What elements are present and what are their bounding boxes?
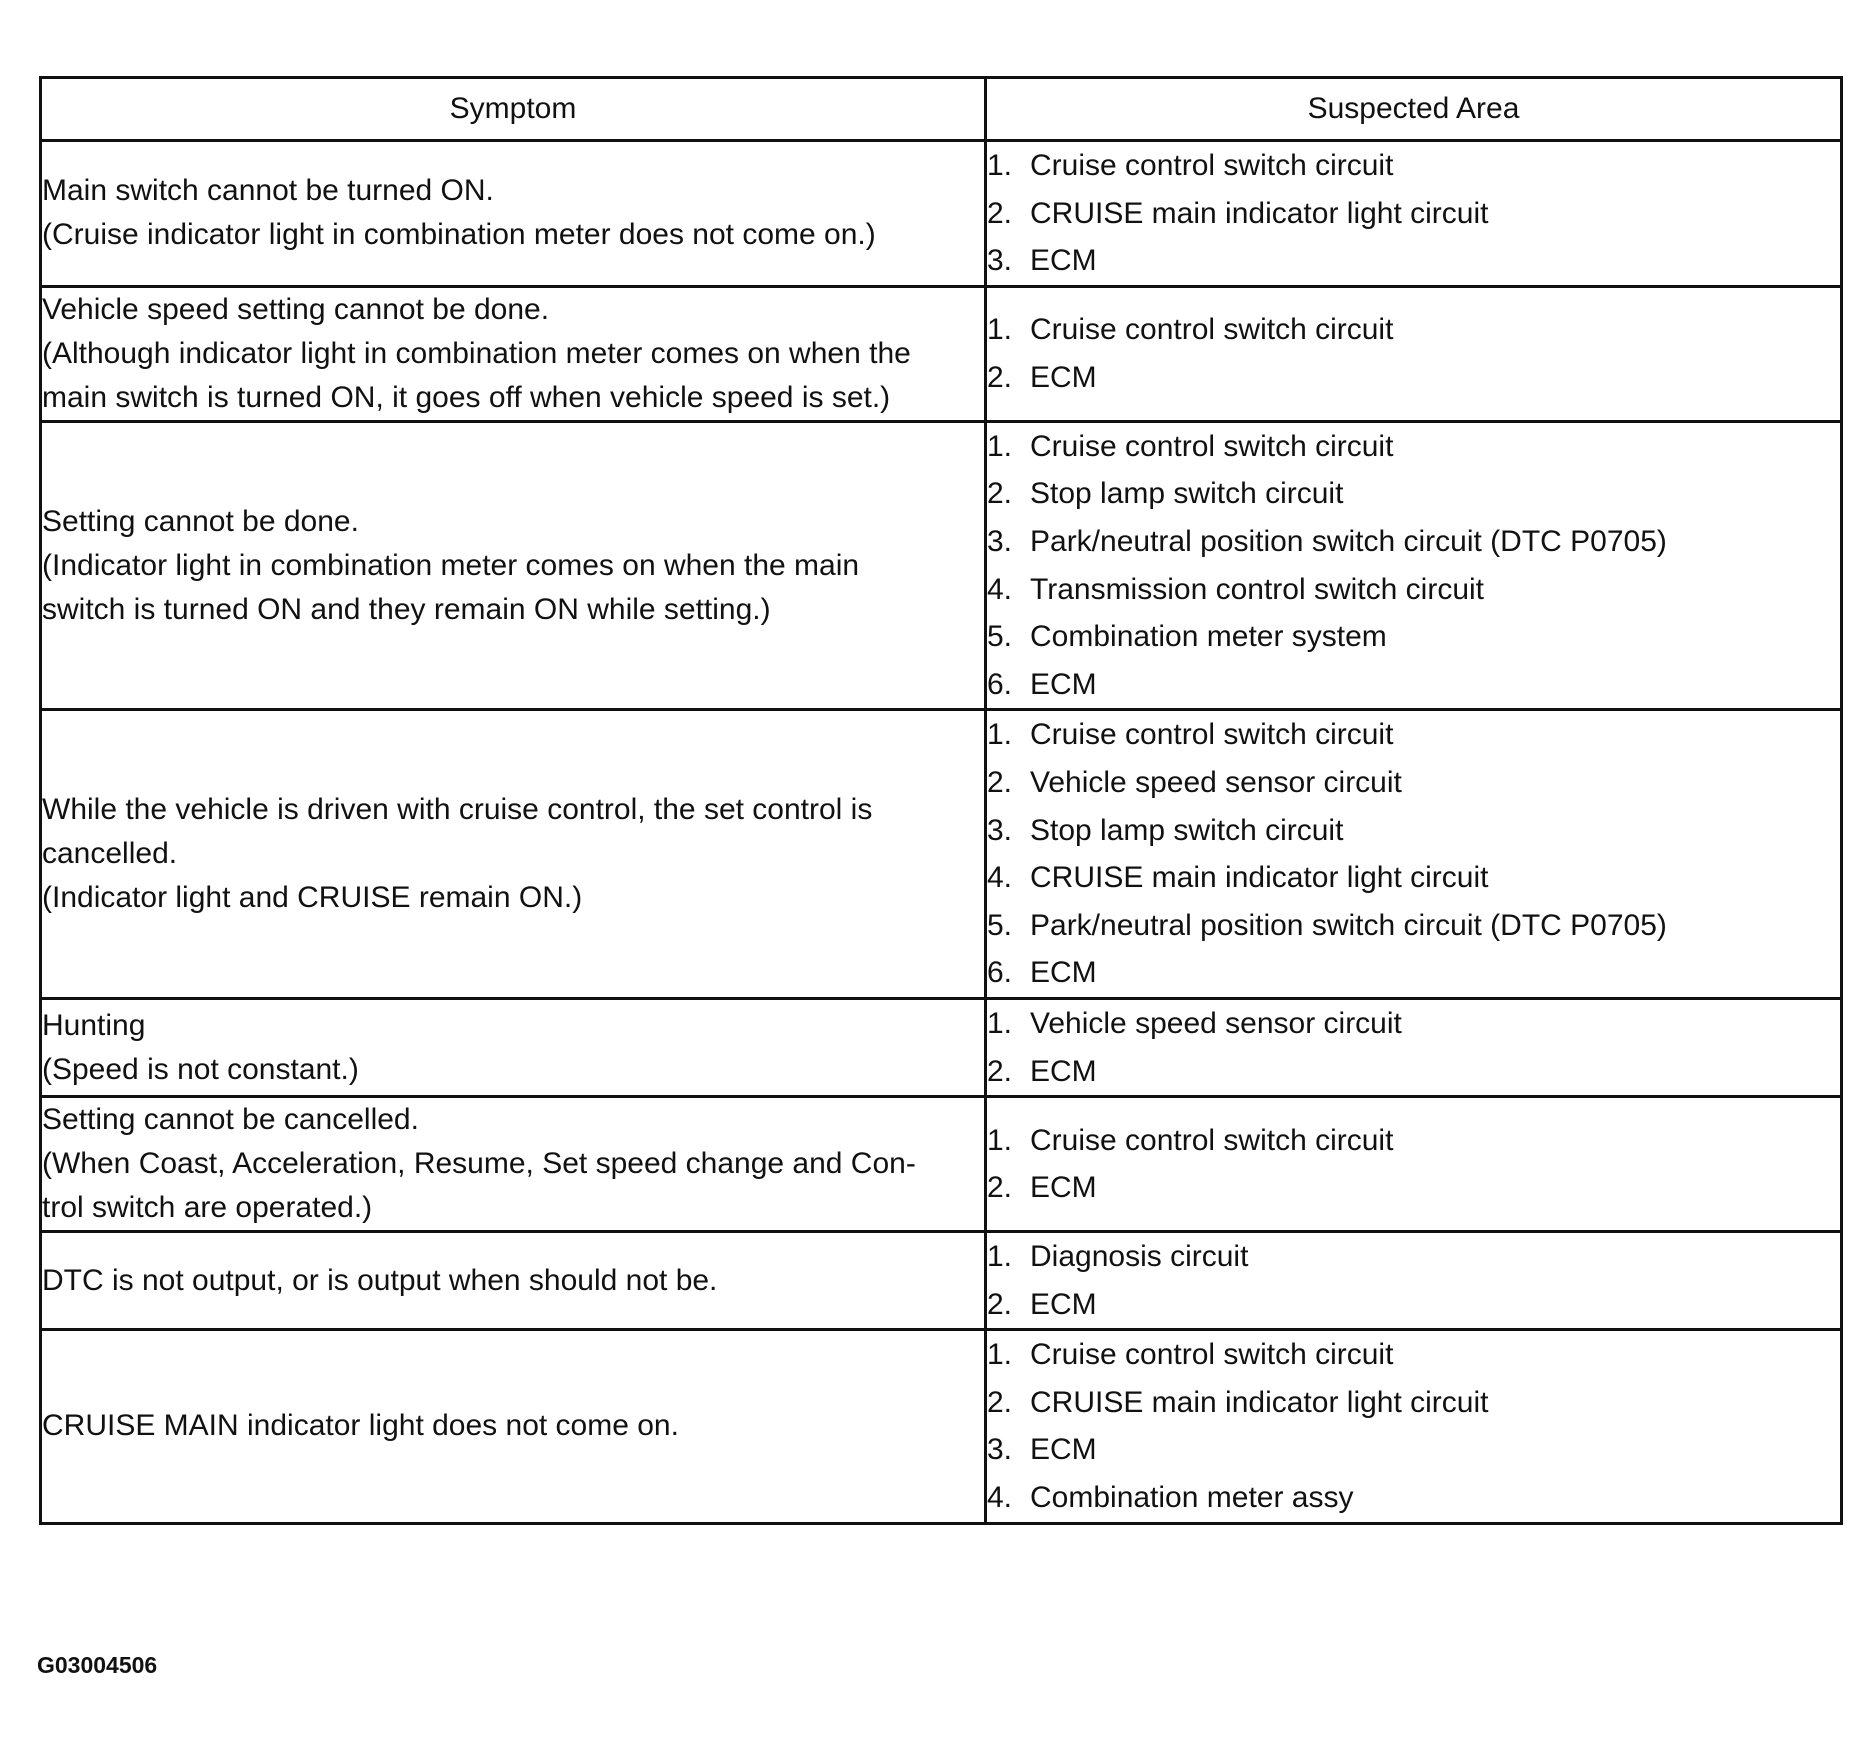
suspected-area-cell xyxy=(986,1232,1842,1330)
symptom-cell xyxy=(41,710,986,999)
suspected-area-list xyxy=(987,142,1840,285)
item-number: 5. xyxy=(987,620,1013,654)
symptom-text: (Indicator light and CRUISE remain ON.) xyxy=(42,881,583,915)
item-number: 1. xyxy=(987,1338,1013,1372)
item-number: 4. xyxy=(987,572,1013,606)
symptom-cell xyxy=(41,421,986,710)
item-number: 2. xyxy=(987,1171,1013,1205)
table-row xyxy=(41,141,1842,287)
list-item xyxy=(987,1164,1840,1212)
list-item xyxy=(987,1474,1840,1522)
item-number: 2. xyxy=(987,1054,1013,1088)
item-text: Stop lamp switch circuit xyxy=(1030,477,1344,511)
item-number: 1. xyxy=(987,718,1013,752)
suspected-area-list xyxy=(987,1233,1840,1328)
list-item xyxy=(987,354,1840,402)
item-text: ECM xyxy=(1030,956,1097,990)
item-text: Vehicle speed sensor circuit xyxy=(1030,765,1402,799)
symptom-text: Setting cannot be done. xyxy=(42,504,359,538)
list-item xyxy=(987,518,1840,566)
item-number: 1. xyxy=(987,1240,1013,1274)
item-number: 6. xyxy=(987,667,1013,701)
suspected-area-cell xyxy=(986,141,1842,287)
suspected-area-cell xyxy=(986,998,1842,1096)
figure-id: G03004506 xyxy=(37,1652,158,1678)
item-number: 2. xyxy=(987,1385,1013,1419)
list-item xyxy=(987,902,1840,950)
list-item xyxy=(987,306,1840,354)
symptom-text: CRUISE MAIN indicator light does not come on. xyxy=(42,1409,679,1443)
symptom-text: Main switch cannot be turned ON. xyxy=(42,174,494,208)
symptom-text: Vehicle speed setting cannot be done. xyxy=(42,292,550,326)
list-item xyxy=(987,1426,1840,1474)
symptom-text: switch is turned ON and they remain ON while setting.) xyxy=(42,592,771,626)
item-number: 3. xyxy=(987,244,1013,278)
problem-symptoms-table xyxy=(39,76,1843,1525)
item-text: Combination meter system xyxy=(1030,620,1387,654)
suspected-area-column-header: Suspected Area xyxy=(986,78,1842,141)
suspected-area-cell xyxy=(986,1097,1842,1232)
list-item xyxy=(987,423,1840,471)
list-item xyxy=(987,1331,1840,1379)
symptom-cell xyxy=(41,1330,986,1523)
item-text: ECM xyxy=(1030,244,1097,278)
table-row xyxy=(41,286,1842,421)
suspected-area-cell xyxy=(986,286,1842,421)
suspected-area-list xyxy=(987,1117,1840,1212)
item-number: 4. xyxy=(987,1481,1013,1515)
item-number: 2. xyxy=(987,477,1013,511)
list-item xyxy=(987,1117,1840,1165)
item-text: ECM xyxy=(1030,1054,1097,1088)
table-header-row xyxy=(41,78,1842,141)
symptom-text: trol switch are operated.) xyxy=(42,1191,373,1225)
item-text: ECM xyxy=(1030,1171,1097,1205)
suspected-area-cell xyxy=(986,710,1842,999)
suspected-area-cell xyxy=(986,1330,1842,1523)
list-item xyxy=(987,759,1840,807)
list-item xyxy=(987,1379,1840,1427)
item-number: 1. xyxy=(987,1006,1013,1040)
list-item xyxy=(987,1048,1840,1096)
list-item xyxy=(987,566,1840,614)
item-text: ECM xyxy=(1030,667,1097,701)
suspected-area-list xyxy=(987,1000,1840,1095)
item-text: CRUISE main indicator light circuit xyxy=(1030,861,1489,895)
symptom-text: Hunting xyxy=(42,1008,146,1042)
list-item xyxy=(987,807,1840,855)
table-row xyxy=(41,421,1842,710)
symptom-text: cancelled. xyxy=(42,837,178,871)
symptom-text: While the vehicle is driven with cruise control, the set control is xyxy=(42,793,873,827)
item-text: Vehicle speed sensor circuit xyxy=(1030,1006,1402,1040)
table-row xyxy=(41,1097,1842,1232)
item-number: 3. xyxy=(987,524,1013,558)
list-item xyxy=(987,613,1840,661)
item-number: 2. xyxy=(987,360,1013,394)
list-item xyxy=(987,1000,1840,1048)
item-number: 3. xyxy=(987,813,1013,847)
symptom-text: (Speed is not constant.) xyxy=(42,1052,359,1086)
symptom-text: Setting cannot be cancelled. xyxy=(42,1103,419,1137)
list-item xyxy=(987,854,1840,902)
suspected-area-list xyxy=(987,711,1840,997)
symptom-text: (Cruise indicator light in combination meter does not come on.) xyxy=(42,218,876,252)
item-number: 1. xyxy=(987,313,1013,347)
list-item xyxy=(987,711,1840,759)
item-number: 1. xyxy=(987,429,1013,463)
item-text: CRUISE main indicator light circuit xyxy=(1030,1385,1489,1419)
item-text: Cruise control switch circuit xyxy=(1030,149,1394,182)
suspected-area-list xyxy=(987,306,1840,401)
item-text: Cruise control switch circuit xyxy=(1030,1338,1394,1372)
list-item xyxy=(987,949,1840,997)
item-text: ECM xyxy=(1030,1287,1097,1321)
list-item xyxy=(987,470,1840,518)
symptom-cell xyxy=(41,141,986,287)
suspected-area-list xyxy=(987,423,1840,709)
item-number: 1. xyxy=(987,1123,1013,1157)
table-row xyxy=(41,998,1842,1096)
table-row xyxy=(41,710,1842,999)
item-number: 1. xyxy=(987,149,1013,182)
item-text: Diagnosis circuit xyxy=(1030,1240,1249,1274)
symptom-text: main switch is turned ON, it goes off when vehicle speed is set.) xyxy=(42,380,891,414)
suspected-area-cell xyxy=(986,421,1842,710)
item-text: Cruise control switch circuit xyxy=(1030,1123,1394,1157)
symptom-text: (When Coast, Acceleration, Resume, Set speed change and Con- xyxy=(42,1147,916,1181)
table-row xyxy=(41,1330,1842,1523)
item-text: Transmission control switch circuit xyxy=(1030,572,1484,606)
symptom-text: DTC is not output, or is output when should not be. xyxy=(42,1263,718,1297)
list-item xyxy=(987,661,1840,709)
symptom-cell xyxy=(41,998,986,1096)
item-text: Cruise control switch circuit xyxy=(1030,313,1394,347)
list-item xyxy=(987,142,1840,190)
symptom-column-header: Symptom xyxy=(41,78,986,141)
list-item xyxy=(987,1233,1840,1281)
symptom-cell xyxy=(41,1097,986,1232)
symptom-cell xyxy=(41,286,986,421)
symptom-cell xyxy=(41,1232,986,1330)
item-text: Cruise control switch circuit xyxy=(1030,429,1394,463)
item-text: ECM xyxy=(1030,360,1097,394)
item-text: Combination meter assy xyxy=(1030,1481,1354,1515)
item-text: ECM xyxy=(1030,1433,1097,1467)
symptom-table-sheet xyxy=(39,76,1840,1525)
list-item xyxy=(987,1281,1840,1329)
item-number: 6. xyxy=(987,956,1013,990)
item-text: Stop lamp switch circuit xyxy=(1030,813,1344,847)
symptom-text: (Indicator light in combination meter comes on when the main xyxy=(42,548,860,582)
item-number: 3. xyxy=(987,1433,1013,1467)
item-number: 2. xyxy=(987,1287,1013,1321)
table-row xyxy=(41,1232,1842,1330)
item-number: 2. xyxy=(987,765,1013,799)
item-text: Park/neutral position switch circuit (DTC P0705) xyxy=(1030,524,1667,558)
table-body xyxy=(41,141,1842,1524)
item-text: CRUISE main indicator light circuit xyxy=(1030,196,1489,230)
symptom-text: (Although indicator light in combination meter comes on when the xyxy=(42,336,911,370)
item-text: Park/neutral position switch circuit (DTC P0705) xyxy=(1030,908,1667,942)
item-number: 4. xyxy=(987,861,1013,895)
suspected-area-list xyxy=(987,1331,1840,1521)
list-item xyxy=(987,237,1840,285)
item-number: 5. xyxy=(987,908,1013,942)
item-text: Cruise control switch circuit xyxy=(1030,718,1394,752)
list-item xyxy=(987,190,1840,238)
item-number: 2. xyxy=(987,196,1013,230)
